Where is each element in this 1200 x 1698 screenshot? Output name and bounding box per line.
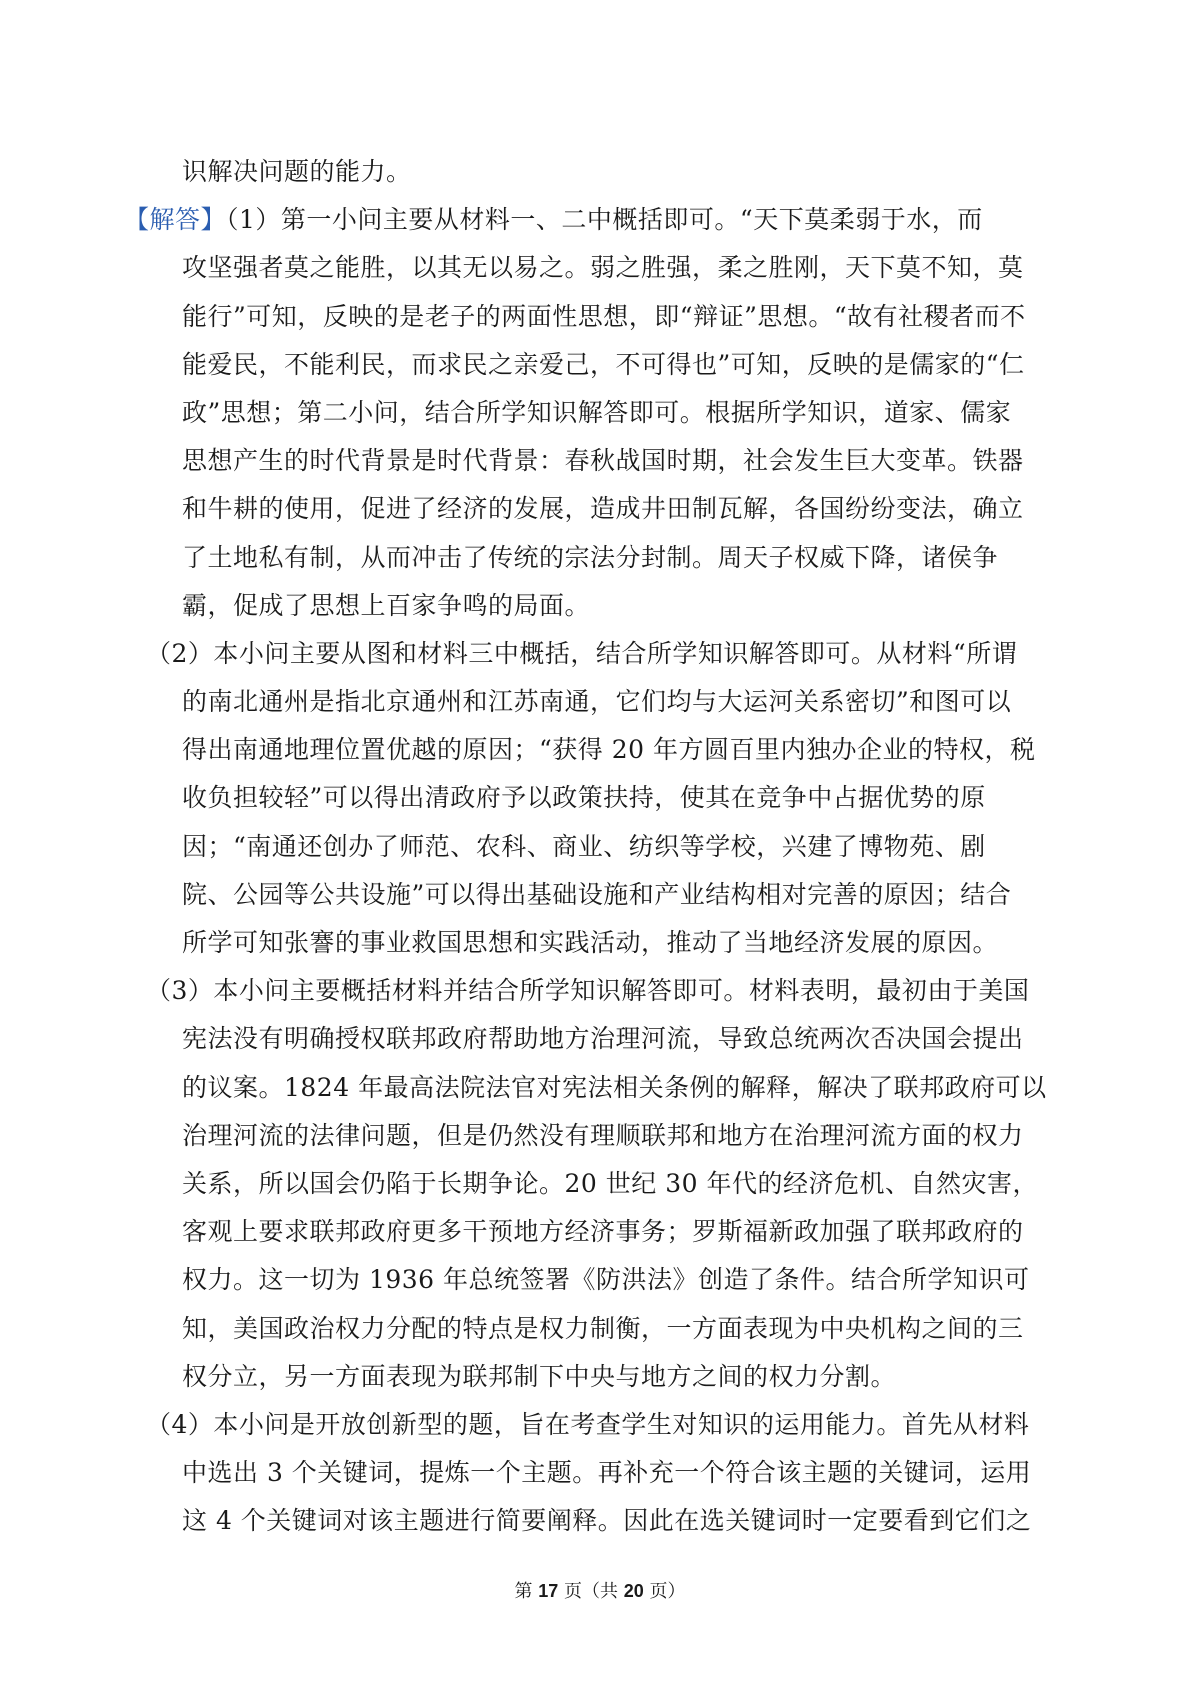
- footer-middle: 页（共: [558, 1581, 624, 1602]
- text-line: [182, 1015, 1022, 1063]
- line-text: 关系，所以国会仍陷于长期争论。20 世纪 30 年代的经济危机、自然灾害，: [182, 1168, 1038, 1198]
- line-text: 宪法没有明确授权联邦政府帮助地方治理河流，导致总统两次否决国会提出: [182, 1024, 1024, 1054]
- text-line: [182, 1449, 1032, 1497]
- answer-tag: 【解答】: [124, 205, 227, 235]
- line-text: 思想产生的时代背景是时代背景：春秋战国时期，社会发生巨大变革。铁器: [182, 446, 1024, 476]
- footer-prefix: 第: [514, 1581, 539, 1602]
- text-line: [182, 1353, 1022, 1401]
- text-line: [146, 967, 1030, 1015]
- text-line: [182, 341, 1025, 389]
- line-text: 和牛耕的使用，促进了经济的发展，造成井田制瓦解，各国纷纷变法，确立: [182, 494, 1024, 524]
- line-text: 所学可知张謇的事业救国思想和实践活动，推动了当地经济发展的原因。: [182, 928, 999, 957]
- line-text: 的南北通州是指北京通州和江苏南通，它们均与大运河关系密切”和图可以: [182, 687, 1012, 717]
- line-text: 政”思想；第二小问，结合所学知识解答即可。根据所学知识，道家、儒家: [182, 397, 1012, 427]
- text-line: [182, 678, 1022, 726]
- line-text: 得出南通地理位置优越的原因；“获得 20 年方圆百里内独办企业的特权，税: [182, 735, 1036, 765]
- answer-body: [124, 148, 1047, 1545]
- total-page-number: 20: [623, 1581, 644, 1601]
- line-text: 能行”可知，反映的是老子的两面性思想，即“辩证”思想。“故有社稷者而不: [182, 301, 1026, 331]
- line-text: 的议案。1824 年最高法院法官对宪法相关条例的解释，解决了联邦政府可以: [182, 1072, 1047, 1102]
- line-text: 因；“南通还创办了师范、农科、商业、纺织等学校，兴建了博物苑、剧: [182, 831, 986, 861]
- footer-suffix: 页）: [643, 1581, 686, 1602]
- text-line: [182, 485, 1022, 533]
- line-text: 识解决问题的能力。: [182, 157, 412, 186]
- text-line: [182, 1064, 1047, 1112]
- line-text: 收负担较轻”可以得出清政府予以政策扶持，使其在竞争中占据优势的原: [182, 783, 986, 813]
- text-line: [182, 919, 1022, 967]
- line-text: 权分立，另一方面表现为联邦制下中央与地方之间的权力分割。: [182, 1361, 897, 1391]
- text-line: [146, 1401, 1030, 1449]
- line-text: 能爱民，不能利民，而求民之亲爱己，不可得也”可知，反映的是儒家的“仁: [182, 349, 1025, 379]
- line-text: 治理河流的法律问题，但是仍然没有理顺联邦和地方在治理河流方面的权力: [182, 1120, 1024, 1150]
- text-line: [182, 774, 1022, 822]
- text-line: [182, 1497, 1032, 1545]
- text-line: [182, 148, 1022, 196]
- text-line: [182, 871, 1022, 919]
- text-line: [182, 534, 1022, 582]
- line-text: 这 4 个关键词对该主题进行简要阐释。因此在选关键词时一定要看到它们之: [182, 1506, 1032, 1536]
- line-text: 了土地私有制，从而冲击了传统的宗法分封制。周天子权威下降，诸侯争: [182, 542, 999, 572]
- text-line: [182, 582, 1022, 630]
- line-text: （3）本小问主要概括材料并结合所学知识解答即可。材料表明，最初由于美国: [146, 976, 1030, 1006]
- text-line: [182, 1112, 1022, 1160]
- page-footer: [0, 1577, 1200, 1603]
- text-line: [182, 293, 1026, 341]
- text-line: [182, 1208, 1022, 1256]
- line-text: （2）本小问主要从图和材料三中概括，结合所学知识解答即可。从材料“所谓: [146, 638, 1018, 668]
- text-line: [182, 1305, 1022, 1353]
- line-text: 中选出 3 个关键词，提炼一个主题。再补充一个符合该主题的关键词，运用: [182, 1458, 1032, 1488]
- text-line: [182, 726, 1036, 774]
- current-page-number: 17: [538, 1581, 559, 1601]
- line-text: 权力。这一切为 1936 年总统签署《防洪法》创造了条件。结合所学知识可: [182, 1265, 1030, 1295]
- text-line: [182, 244, 1022, 292]
- text-line: [182, 1256, 1030, 1304]
- line-text: 攻坚强者莫之能胜，以其无以易之。弱之胜强，柔之胜刚，天下莫不知，莫: [182, 253, 1024, 283]
- line-text: （4）本小问是开放创新型的题，旨在考查学生对知识的运用能力。首先从材料: [146, 1409, 1030, 1439]
- line-text: 知，美国政治权力分配的特点是权力制衡，一方面表现为中央机构之间的三: [182, 1313, 1024, 1343]
- text-line: [182, 1160, 1038, 1208]
- line-text: 客观上要求联邦政府更多干预地方经济事务；罗斯福新政加强了联邦政府的: [182, 1217, 1024, 1247]
- text-line: [182, 389, 1022, 437]
- text-line: [124, 196, 1022, 244]
- line-text: 院、公园等公共设施”可以得出基础设施和产业结构相对完善的原因；结合: [182, 879, 1012, 909]
- line-text: （1）第一小问主要从材料一、二中概括即可。“天下莫柔弱于水，而: [226, 205, 983, 235]
- text-line: [146, 630, 1022, 678]
- text-line: [182, 437, 1022, 485]
- line-text: 霸，促成了思想上百家争鸣的局面。: [182, 590, 591, 620]
- text-line: [182, 823, 1022, 871]
